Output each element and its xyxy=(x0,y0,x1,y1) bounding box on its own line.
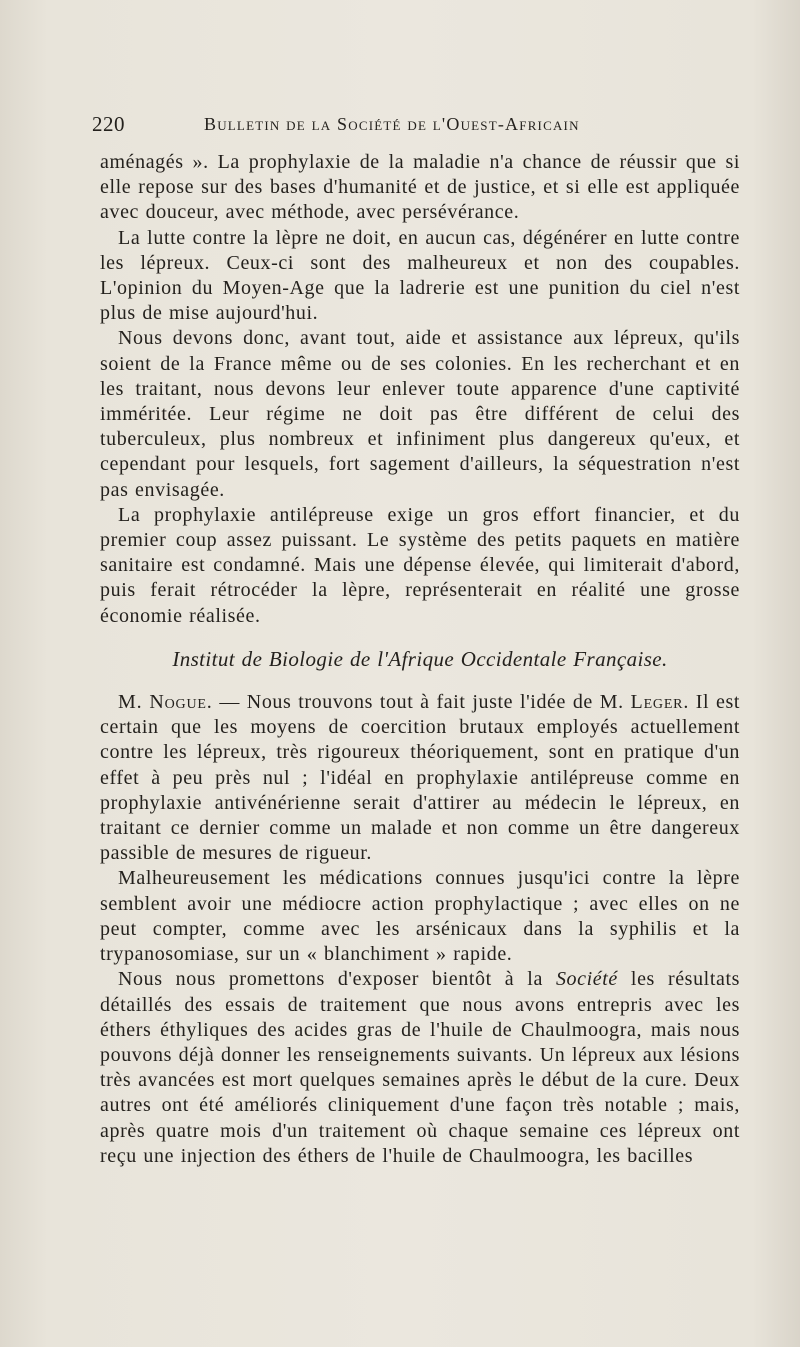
paragraph-text: Nous nous promettons d'exposer bientôt à la xyxy=(118,968,556,991)
italic-term: Société xyxy=(555,968,618,991)
page-number: 220 xyxy=(92,112,125,136)
speaker-name: M. Nogue. xyxy=(118,691,213,714)
page-header xyxy=(92,112,742,146)
paragraph-text: les résultats détaillés des essais de traitement que nous avons entrepris avec les éthers éthyliques des acides gras de l'huile de Chaulmoogra, mais nous pouvons déjà donner les renseignements suivants. Un lépreux aux lésions très avancées est mort quelques semaines après le début de la cure. Deux autres ont été améliorés cliniquement d'une façon très notable ; mais, après quatre mois d'un traitement où chaque semaine ces lépreux ont reçu une injection des éthers de l'huile de Chaulmoogra, les bacilles xyxy=(100,968,740,1167)
section-title: Institut de Biologie de l'Afrique Occidentale Française. xyxy=(172,646,668,671)
discussion-paragraph xyxy=(100,690,740,866)
paragraph-text: — Nous trouvons tout à fait juste l'idée de M. xyxy=(212,691,631,714)
running-head: Bulletin de la Société de l'Ouest-Africain xyxy=(204,114,580,134)
paragraph-text: . Il est certain que les moyens de coercition brutaux employés actuellement contre les lépreux, très rigoureux théoriquement, sont en pratique d'un effet à peu près nul ; l'idéal en prophylaxie antilépreuse comme en prophylaxie antivénérienne serait d'attirer au médecin le lépreux, en traitant ce dernier comme un malade et non comme un être dangereux passible de mesures de rigueur. xyxy=(100,691,741,865)
referenced-name: Leger xyxy=(630,691,684,714)
paragraph: La prophylaxie antilépreuse exige un gros effort financier, et du premier coup assez puissant. Le système des petits paquets en matière sanitaire est condamné. Mais une dépense élevée, qui limiterait d'abord, puis ferait rétrocéder la lèpre, représenterait en réalité une grosse économie réalisée. xyxy=(100,503,740,627)
paragraph: La lutte contre la lèpre ne doit, en aucun cas, dégénérer en lutte contre les lépreux. Ceux-ci sont des malheureux et non des coupables. L'opinion du Moyen-Age que la ladrerie est une punition du ciel n'est plus de mise aujourd'hui. xyxy=(100,226,740,325)
body-text xyxy=(100,150,740,1169)
paragraph xyxy=(100,967,740,1169)
paragraph: Nous devons donc, avant tout, aide et assistance aux lépreux, qu'ils soient de la France même ou de ses colonies. En les recherchant et en les traitant, nous devons leur enlever toute apparence d'une captivité imméritée. Leur régime ne doit pas être différent de celui des tuberculeux, plus nombreux et infiniment plus dangereux qu'eux, et cependant pour lesquels, fort sagement d'ailleurs, la séquestration n'est pas envisagée. xyxy=(100,327,740,501)
paragraph: Malheureusement les médications connues jusqu'ici contre la lèpre semblent avoir une médiocre action prophylactique ; avec elles on ne peut compter, comme avec les arsénicaux dans la syphilis et la trypanosomiase, sur un « blanchiment » rapide. xyxy=(100,867,740,966)
paragraph: aménagés ». La prophylaxie de la maladie n'a chance de réussir que si elle repose sur des bases d'humanité et de justice, et si elle est appliquée avec douceur, avec méthode, avec persévérance. xyxy=(100,151,740,224)
